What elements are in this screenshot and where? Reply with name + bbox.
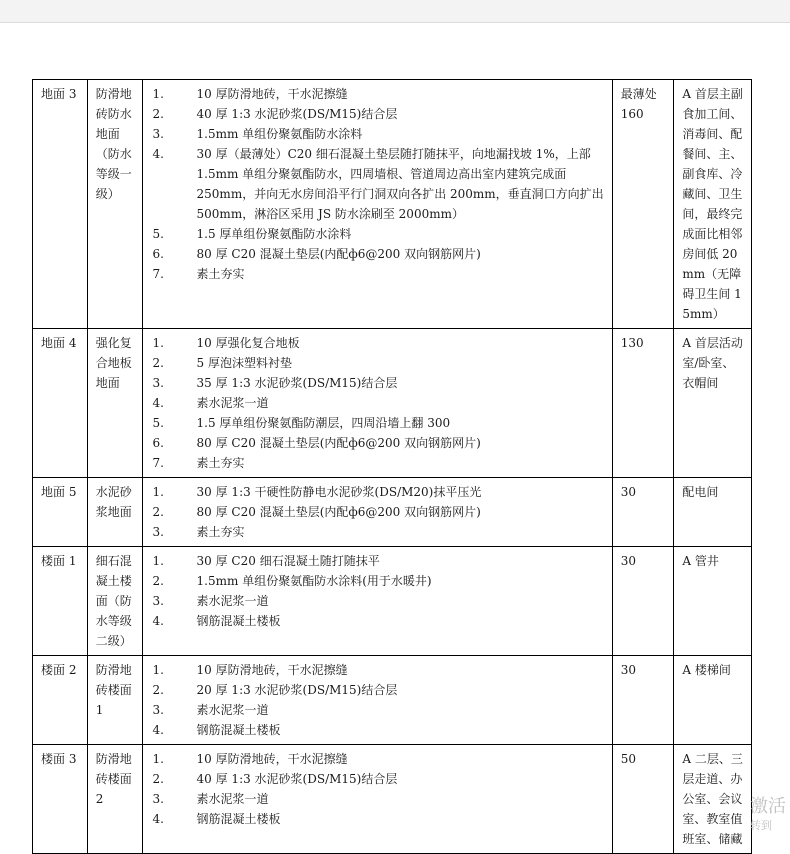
step-text: 素水泥浆一道 — [196, 594, 269, 608]
construction-steps-list — [151, 482, 606, 542]
step-number: 4. — [152, 812, 164, 826]
step-number: 2. — [152, 683, 164, 697]
row-steps-cell — [142, 745, 612, 854]
construction-step — [151, 353, 606, 373]
step-number: 6. — [152, 247, 164, 261]
step-number: 3. — [152, 525, 164, 539]
row-thickness-cell: 50 — [612, 745, 674, 854]
step-text: 30 厚 1:3 干硬性防静电水泥砂浆(DS/M20)抹平压光 — [196, 485, 482, 499]
row-code-cell: 地面 3 — [33, 80, 88, 329]
step-number: 7. — [152, 267, 164, 281]
step-number: 5. — [152, 227, 164, 241]
row-name-cell: 防滑地砖楼面 1 — [87, 656, 142, 745]
step-number: 4. — [152, 396, 164, 410]
construction-steps-list — [151, 749, 606, 829]
row-steps-cell — [142, 80, 612, 329]
construction-step — [151, 373, 606, 393]
step-text: 素土夯实 — [196, 456, 245, 470]
step-text: 10 厚防滑地砖，干水泥擦缝 — [196, 663, 348, 677]
step-text: 素水泥浆一道 — [196, 703, 269, 717]
step-number: 2. — [152, 505, 164, 519]
row-name-cell: 防滑地砖楼面 2 — [87, 745, 142, 854]
step-text: 5 厚泡沫塑料衬垫 — [196, 356, 292, 370]
step-text: 素水泥浆一道 — [196, 792, 269, 806]
construction-step — [151, 104, 606, 124]
row-remark-cell: A 楼梯间 — [674, 656, 752, 745]
construction-step — [151, 680, 606, 700]
row-steps-cell — [142, 656, 612, 745]
step-number: 1. — [152, 752, 164, 766]
construction-step — [151, 413, 606, 433]
step-text: 1.5 厚单组份聚氨酯防水涂料 — [196, 227, 352, 241]
construction-steps-list — [151, 333, 606, 473]
row-thickness-cell: 最薄处 160 — [612, 80, 674, 329]
step-text: 素土夯实 — [196, 525, 245, 539]
row-name-cell: 强化复合地板地面 — [87, 329, 142, 478]
row-steps-cell — [142, 329, 612, 478]
step-number: 3. — [152, 792, 164, 806]
construction-step — [151, 789, 606, 809]
construction-step — [151, 244, 606, 264]
step-text: 钢筋混凝土楼板 — [196, 812, 281, 826]
step-number: 4. — [152, 614, 164, 628]
construction-step — [151, 571, 606, 591]
row-remark-cell: A 管井 — [674, 547, 752, 656]
step-number: 1. — [152, 554, 164, 568]
row-name-cell: 水泥砂浆地面 — [87, 478, 142, 547]
row-thickness-cell: 30 — [612, 547, 674, 656]
step-text: 1.5mm 单组份聚氨酯防水涂料(用于水暖井) — [196, 574, 432, 588]
construction-step — [151, 224, 606, 244]
construction-step — [151, 144, 606, 224]
row-remark-cell: A 首层主副食加工间、消毒间、配餐间、主、副食库、冷藏间、卫生间，最终完成面比相邻房间低 20mm（无障碍卫生间 15mm） — [674, 80, 752, 329]
step-text: 10 厚防滑地砖，干水泥擦缝 — [196, 87, 348, 101]
row-code-cell: 地面 4 — [33, 329, 88, 478]
step-number: 4. — [152, 723, 164, 737]
construction-step — [151, 393, 606, 413]
construction-step — [151, 591, 606, 611]
step-text: 钢筋混凝土楼板 — [196, 614, 281, 628]
table-row — [33, 478, 752, 547]
construction-steps-list — [151, 551, 606, 631]
table-row — [33, 656, 752, 745]
construction-step — [151, 264, 606, 284]
construction-step — [151, 611, 606, 631]
step-text: 40 厚 1:3 水泥砂浆(DS/M15)结合层 — [196, 772, 398, 786]
construction-step — [151, 700, 606, 720]
table-row — [33, 547, 752, 656]
construction-step — [151, 660, 606, 680]
table-body — [33, 80, 752, 854]
step-text: 素土夯实 — [196, 267, 245, 281]
row-thickness-cell: 130 — [612, 329, 674, 478]
row-name-cell: 防滑地砖防水地面（防水等级一级） — [87, 80, 142, 329]
row-steps-cell — [142, 547, 612, 656]
step-number: 2. — [152, 107, 164, 121]
row-steps-cell — [142, 478, 612, 547]
step-text: 1.5 厚单组份聚氨酯防潮层，四周沿墙上翻 300 — [196, 416, 451, 430]
table-row — [33, 80, 752, 329]
construction-step — [151, 482, 606, 502]
watermark-line-2: 转到 — [750, 819, 772, 832]
step-text: 1.5mm 单组份聚氨酯防水涂料 — [196, 127, 363, 141]
step-number: 3. — [152, 594, 164, 608]
step-number: 2. — [152, 574, 164, 588]
construction-step — [151, 749, 606, 769]
step-number: 3. — [152, 127, 164, 141]
step-number: 3. — [152, 703, 164, 717]
step-text: 10 厚防滑地砖，干水泥擦缝 — [196, 752, 348, 766]
construction-step — [151, 433, 606, 453]
construction-step — [151, 522, 606, 542]
construction-step — [151, 551, 606, 571]
construction-step — [151, 720, 606, 740]
step-text: 10 厚强化复合地板 — [196, 336, 300, 350]
step-text: 80 厚 C20 混凝土垫层(内配ф6@200 双向钢筋网片) — [196, 436, 481, 450]
construction-steps-list — [151, 660, 606, 740]
construction-step — [151, 84, 606, 104]
step-number: 6. — [152, 436, 164, 450]
construction-step — [151, 769, 606, 789]
row-remark-cell: 配电间 — [674, 478, 752, 547]
step-text: 30 厚 C20 细石混凝土随打随抹平 — [196, 554, 380, 568]
row-remark-cell: A 首层活动室/卧室、衣帽间 — [674, 329, 752, 478]
table-row — [33, 329, 752, 478]
step-number: 1. — [152, 485, 164, 499]
step-number: 5. — [152, 416, 164, 430]
step-number: 2. — [152, 772, 164, 786]
row-code-cell: 楼面 1 — [33, 547, 88, 656]
floor-finish-table — [32, 79, 752, 854]
step-text: 20 厚 1:3 水泥砂浆(DS/M15)结合层 — [196, 683, 398, 697]
step-number: 2. — [152, 356, 164, 370]
step-text: 80 厚 C20 混凝土垫层(内配ф6@200 双向钢筋网片) — [196, 247, 481, 261]
step-text: 40 厚 1:3 水泥砂浆(DS/M15)结合层 — [196, 107, 398, 121]
step-number: 7. — [152, 456, 164, 470]
construction-step — [151, 809, 606, 829]
activation-watermark — [750, 796, 790, 840]
step-text: 素水泥浆一道 — [196, 396, 269, 410]
construction-step — [151, 502, 606, 522]
row-thickness-cell: 30 — [612, 656, 674, 745]
construction-step — [151, 333, 606, 353]
row-code-cell: 地面 5 — [33, 478, 88, 547]
step-text: 80 厚 C20 混凝土垫层(内配ф6@200 双向钢筋网片) — [196, 505, 481, 519]
row-name-cell: 细石混凝土楼面（防水等级二级） — [87, 547, 142, 656]
construction-steps-list — [151, 84, 606, 284]
step-number: 4. — [152, 147, 164, 161]
row-code-cell: 楼面 2 — [33, 656, 88, 745]
viewer-top-bar — [0, 0, 790, 23]
construction-step — [151, 124, 606, 144]
step-number: 1. — [152, 663, 164, 677]
step-number: 1. — [152, 336, 164, 350]
step-text: 35 厚 1:3 水泥砂浆(DS/M15)结合层 — [196, 376, 398, 390]
row-code-cell: 楼面 3 — [33, 745, 88, 854]
step-text: 钢筋混凝土楼板 — [196, 723, 281, 737]
construction-step — [151, 453, 606, 473]
watermark-line-1: 激活 — [750, 796, 786, 817]
step-number: 3. — [152, 376, 164, 390]
row-remark-cell: A 二层、三层走道、办公室、会议室、教室值班室、储藏 — [674, 745, 752, 854]
step-text: 30 厚（最薄处）C20 细石混凝土垫层随打随抹平，向地漏找坡 1%，上部 1.5mm 单组分聚氨酯防水，四周墙根、管道周边高出室内建筑完成面 250mm，并向无水房间沿平行门洞双向各扩出 200mm，垂直洞口方向扩出 500mm，淋浴区采用 JS 防水涂刷至 2000mm） — [196, 147, 604, 221]
row-thickness-cell: 30 — [612, 478, 674, 547]
step-number: 1. — [152, 87, 164, 101]
table-row — [33, 745, 752, 854]
